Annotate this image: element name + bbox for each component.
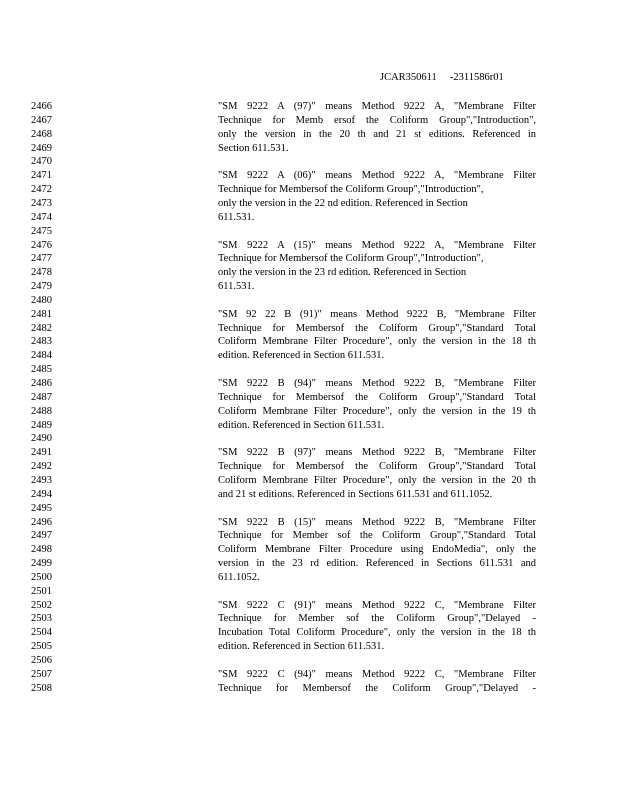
document-line — [0, 183, 618, 197]
line-text: Technique for Membersof the Coliform Group","Delayed - — [218, 682, 536, 694]
line-number: 2502 — [31, 599, 52, 611]
line-number: 2484 — [31, 350, 52, 362]
line-number: 2477 — [31, 253, 52, 265]
line-text: "SM 9222 B (97)" means Method 9222 B, "Membrane Filter — [218, 447, 536, 459]
document-line — [0, 529, 618, 543]
line-text: edition. Referenced in Section 611.531. — [218, 350, 385, 362]
document-line — [0, 322, 618, 336]
line-text: Coliform Membrane Filter Procedure", only the version in the 19 th — [218, 405, 536, 417]
line-text: "SM 9222 A (15)" means Method 9222 A, "Membrane Filter — [218, 239, 536, 251]
line-number: 2478 — [31, 267, 52, 279]
line-number: 2494 — [31, 488, 52, 500]
document-line — [0, 488, 618, 502]
line-text: "SM 9222 A (97)" means Method 9222 A, "Membrane Filter — [218, 101, 536, 112]
document-line — [0, 363, 618, 377]
line-number: 2471 — [31, 170, 52, 182]
line-number: 2497 — [31, 530, 52, 542]
document-line — [0, 114, 618, 128]
document-line — [0, 349, 618, 363]
line-number: 2476 — [31, 239, 52, 251]
line-text: Technique for Membersof the Coliform Group","Standard Total — [218, 322, 536, 334]
line-number: 2492 — [31, 461, 52, 473]
line-text: Technique for Member sof the Coliform Group","Delayed - — [218, 613, 536, 625]
line-text: Coliform Membrane Filter Procedure", only the version in the 20 th — [218, 474, 536, 486]
line-number: 2503 — [31, 613, 52, 625]
line-text: Technique for Memb ersof the Coliform Group","Introduction", — [218, 114, 536, 126]
line-number: 2506 — [31, 655, 52, 666]
line-text: Technique for Membersof the Coliform Group","Introduction", — [218, 253, 484, 265]
line-number: 2467 — [31, 114, 52, 126]
document-line — [0, 599, 618, 613]
line-number: 2507 — [31, 668, 52, 680]
line-number: 2499 — [31, 558, 52, 570]
line-text: "SM 9222 B (94)" means Method 9222 B, "Membrane Filter — [218, 378, 536, 389]
line-number: 2472 — [31, 184, 52, 196]
line-number: 2504 — [31, 627, 52, 639]
line-number: 2486 — [31, 378, 52, 389]
line-text: Technique for Membersof the Coliform Group","Standard Total — [218, 461, 536, 473]
line-number: 2490 — [31, 433, 52, 445]
line-text: 611.531. — [218, 211, 255, 223]
line-number: 2473 — [31, 197, 52, 209]
document-id-header: JCAR350611 -2311586r01 — [380, 72, 504, 83]
line-number: 2487 — [31, 391, 52, 403]
document-line — [0, 516, 618, 530]
document-line — [0, 405, 618, 419]
document-line — [0, 211, 618, 225]
document-line — [0, 391, 618, 405]
line-number: 2479 — [31, 281, 52, 293]
line-text: "SM 9222 C (91)" means Method 9222 C, "Membrane Filter — [218, 599, 536, 611]
document-line — [0, 640, 618, 654]
line-text: "SM 92 22 B (91)" means Method 9222 B, "Membrane Filter — [218, 308, 536, 320]
document-line — [0, 474, 618, 488]
line-text: "SM 9222 A (06)" means Method 9222 A, "Membrane Filter — [218, 170, 536, 182]
document-line — [0, 142, 618, 156]
document-line — [0, 682, 618, 696]
line-number: 2496 — [31, 516, 52, 528]
line-text: version in the 23 rd edition. Referenced in Sections 611.531 and — [218, 558, 536, 570]
line-text: Technique for Membersof the Coliform Group","Standard Total — [218, 391, 536, 403]
document-line — [0, 502, 618, 516]
line-text: Incubation Total Coliform Procedure", only the version in the 18 th — [218, 627, 536, 639]
document-line — [0, 612, 618, 626]
line-number: 2491 — [31, 447, 52, 459]
document-line — [0, 155, 618, 169]
line-number: 2469 — [31, 142, 52, 154]
document-line — [0, 239, 618, 253]
line-number: 2481 — [31, 308, 52, 320]
document-line — [0, 626, 618, 640]
line-text: "SM 9222 C (94)" means Method 9222 C, "Membrane Filter — [218, 668, 536, 680]
line-text: only the version in the 20 th and 21 st editions. Referenced in — [218, 128, 536, 140]
document-line — [0, 280, 618, 294]
document-line — [0, 460, 618, 474]
line-number: 2505 — [31, 641, 52, 653]
line-number: 2488 — [31, 405, 52, 417]
document-line — [0, 377, 618, 391]
document-line — [0, 252, 618, 266]
line-text: Coliform Membrane Filter Procedure", only the version in the 18 th — [218, 336, 536, 348]
line-text: only the version in the 23 rd edition. Referenced in Section — [218, 267, 467, 279]
line-text: 611.1052. — [218, 571, 260, 583]
line-text: and 21 st editions. Referenced in Sections 611.531 and 611.1052. — [218, 488, 493, 500]
document-line — [0, 100, 618, 114]
document-line — [0, 446, 618, 460]
line-text: edition. Referenced in Section 611.531. — [218, 419, 385, 431]
line-number: 2508 — [31, 682, 52, 694]
line-text: Section 611.531. — [218, 142, 289, 154]
line-number: 2475 — [31, 225, 52, 237]
line-number: 2468 — [31, 128, 52, 140]
document-line — [0, 571, 618, 585]
document-line — [0, 543, 618, 557]
line-number: 2482 — [31, 322, 52, 334]
line-number: 2501 — [31, 585, 52, 597]
line-text: Technique for Member sof the Coliform Group","Standard Total — [218, 530, 536, 542]
line-number: 2474 — [31, 211, 52, 223]
line-text: "SM 9222 B (15)" means Method 9222 B, "Membrane Filter — [218, 516, 536, 528]
document-line — [0, 266, 618, 280]
line-text: edition. Referenced in Section 611.531. — [218, 641, 385, 653]
document-line — [0, 128, 618, 142]
document-line — [0, 225, 618, 239]
line-number: 2498 — [31, 544, 52, 556]
line-number: 2466 — [31, 101, 52, 112]
document-line — [0, 308, 618, 322]
line-number: 2470 — [31, 156, 52, 168]
document-line — [0, 654, 618, 668]
line-number: 2489 — [31, 419, 52, 431]
document-line — [0, 335, 618, 349]
line-text: Technique for Membersof the Coliform Group","Introduction", — [218, 184, 484, 196]
line-number: 2480 — [31, 294, 52, 306]
document-line — [0, 668, 618, 682]
line-number: 2495 — [31, 502, 52, 514]
document-line — [0, 585, 618, 599]
line-text: only the version in the 22 nd edition. Referenced in Section — [218, 197, 468, 209]
line-number: 2493 — [31, 474, 52, 486]
document-line — [0, 197, 618, 211]
document-line — [0, 419, 618, 433]
line-number: 2500 — [31, 571, 52, 583]
document-line — [0, 294, 618, 308]
document-line — [0, 557, 618, 571]
document-line — [0, 432, 618, 446]
document-line — [0, 169, 618, 183]
line-number: 2483 — [31, 336, 52, 348]
line-text: Coliform Membrane Filter Procedure using EndoMedia", only the — [218, 544, 536, 556]
line-number: 2485 — [31, 364, 52, 376]
line-text: 611.531. — [218, 281, 255, 293]
